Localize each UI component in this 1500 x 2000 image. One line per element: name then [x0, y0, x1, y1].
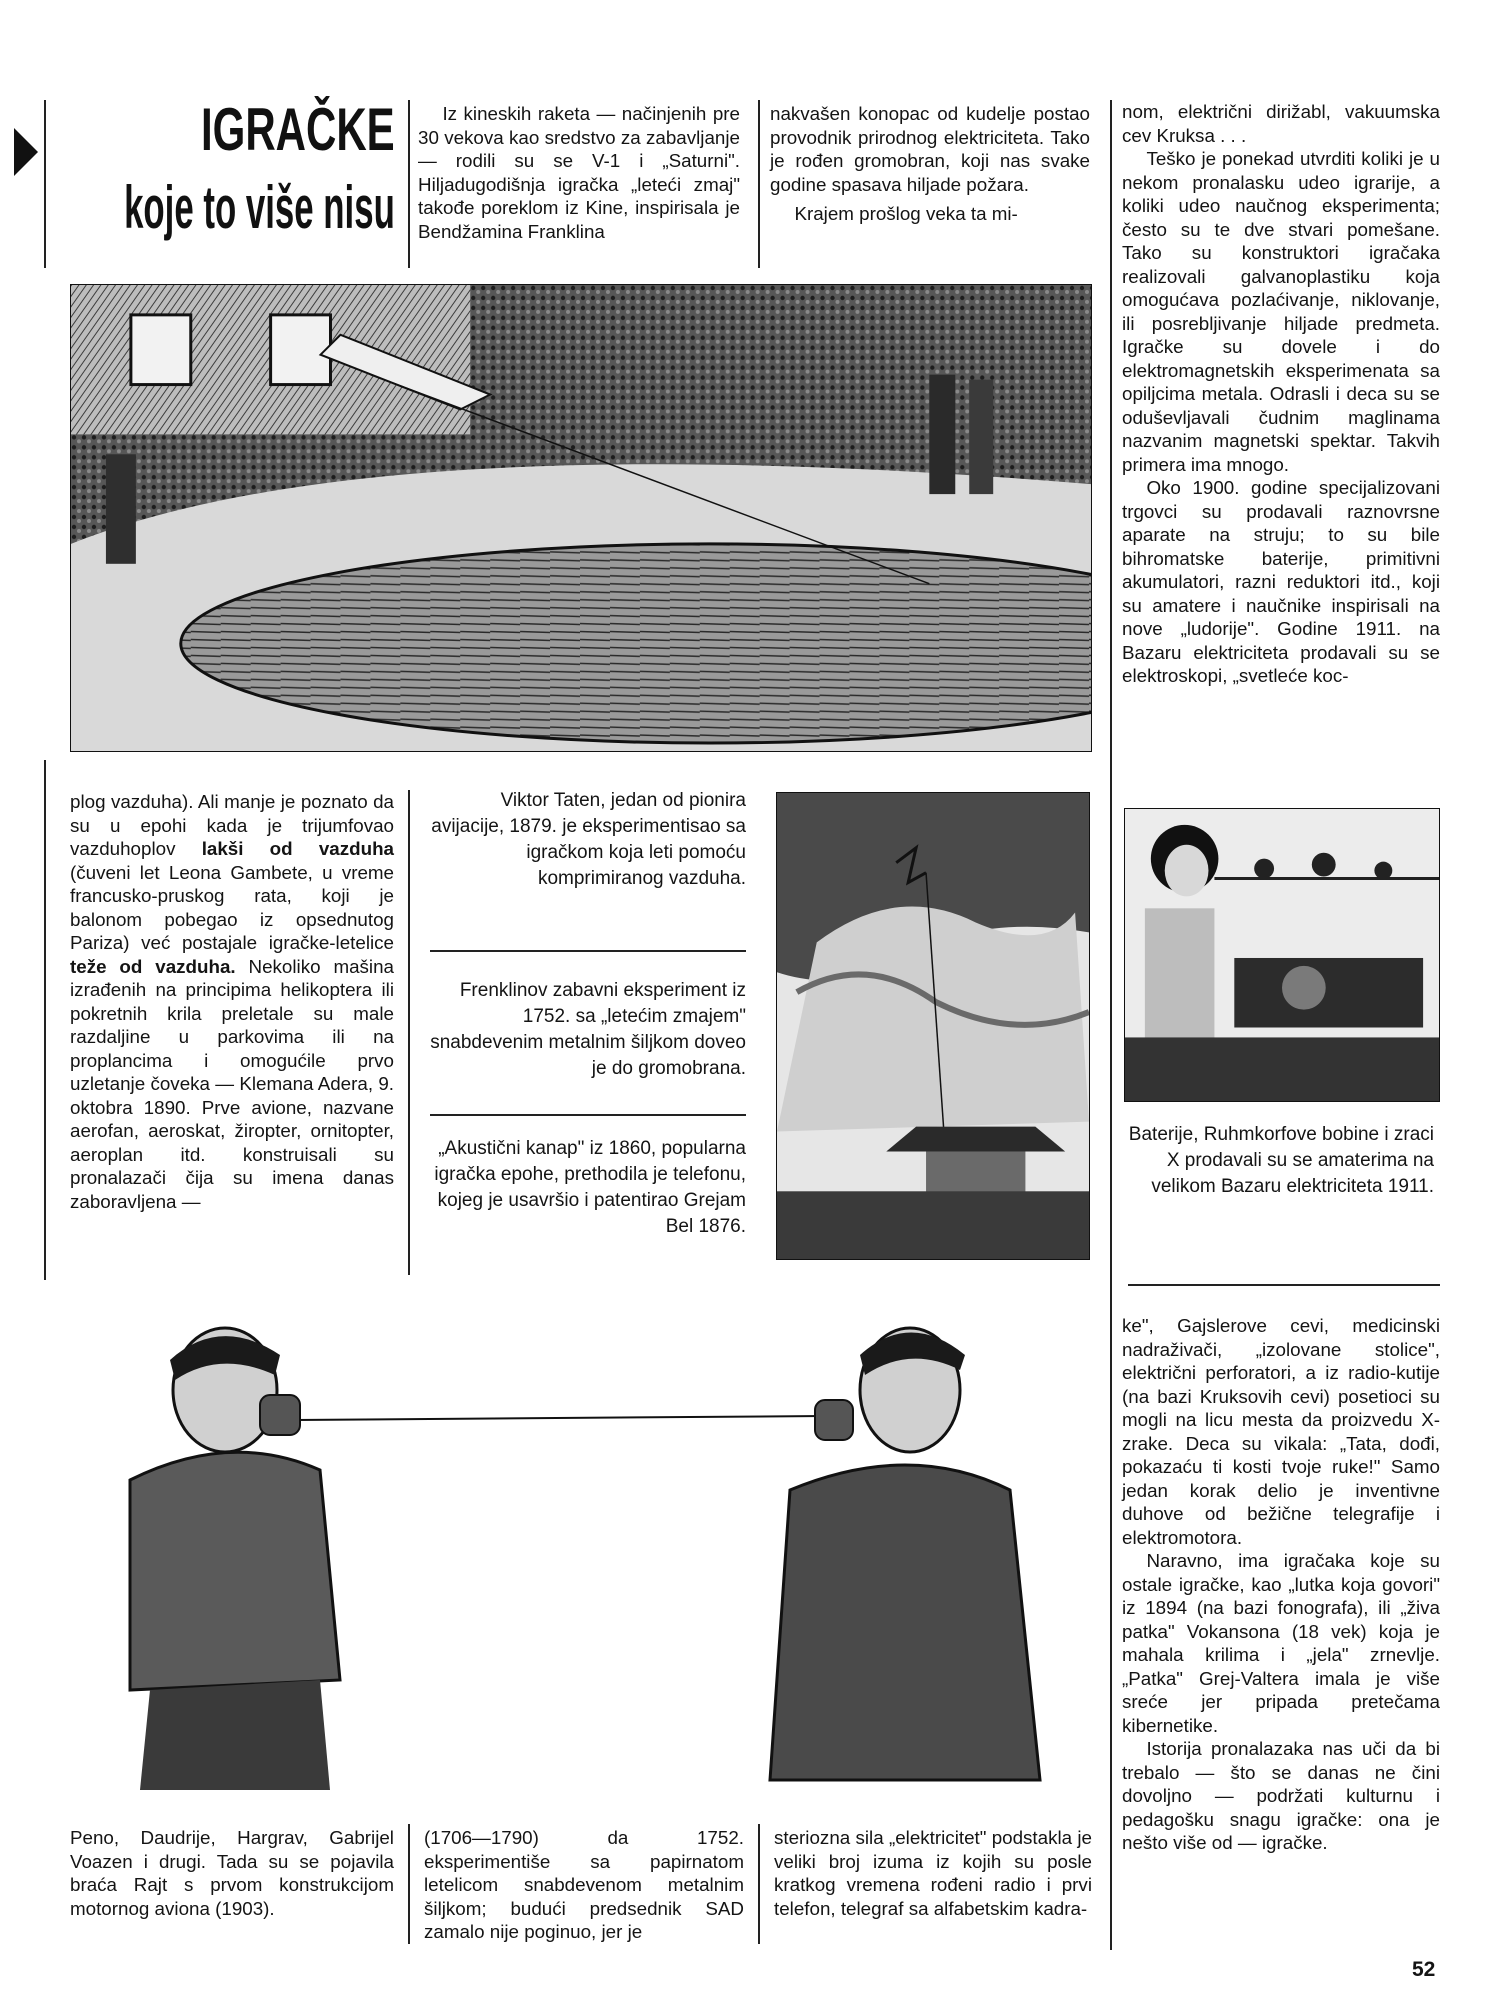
section-marker-arrow [14, 128, 38, 176]
right-lower-paragraph-1: ke", Gajslerove cevi, medicinski nadraživači, „izolovane stolice", električni perforatori, a iz radio-kutije (na bazi Kruksovih cevi) posetioci su mogli na licu mesta da proizvedu X-zrake. Deca su vikala: „Tata, dođi, pokazaću ti kosti tvoje ruke!" Samo jedan korak delio je inventivne duhove od bežične telegrafije i elektromotora. [1122, 1315, 1440, 1548]
column-rule [408, 1824, 410, 1944]
title-line-1: IGRAČKE [201, 96, 395, 163]
engraving-acoustic-rope [90, 1320, 1100, 1790]
text-run: plog vazduha). Ali manje je poznato da su u epohi kada je trijumfovao vazduhoplov [70, 791, 394, 859]
bold-text-run: lakši od vazduha [201, 838, 394, 859]
caption-franklin: Frenklinov zabavni eksperiment iz 1752. sa „letećim zmajem" snabdevenim metalnim šiljkom doveo je do gromobrana. [430, 980, 746, 1079]
caption-taten: Viktor Taten, jedan od pionira avijacije, 1879. je eksperimentisao sa igračkom koja leti pomoću komprimiranog vazduha. [431, 790, 746, 889]
caption-divider [1128, 1284, 1440, 1286]
kite-paragraph-2: Krajem prošlog veka ta mi- [794, 203, 1018, 224]
engraving-flying-toy-park [70, 284, 1092, 752]
right-paragraph-3: Oko 1900. godine specijalizovani trgovci su prodavali raznovrsne aparate na struju; to su bile bihromatske baterije, primitivni akumulatori, razni reduktori itd., koji su amatere i naučnike inspirisali na nove „ludorije". Godine 1911. na Bazaru elektriciteta prodavali su se elektroskopi, „svetleće koc- [1122, 477, 1440, 686]
caption-divider [430, 950, 746, 952]
column-rule [44, 100, 46, 268]
bold-text-run: teže od vazduha. [70, 955, 236, 977]
right-column-upper [1122, 100, 1440, 688]
right-paragraph-1: nom, električni dirižabl, vakuumska cev Kruksa . . . [1122, 101, 1440, 146]
title-line-2: koje to više nisu [124, 174, 395, 241]
column-rule [408, 790, 410, 1275]
caption-bazar: Baterije, Ruhmkorfove bobine i zraci X prodavali su se amaterima na velikom Bazaru elektriciteta 1911. [1128, 1124, 1434, 1197]
text-run: Nekoliko mašina izrađenih na principima helikoptera ili pokretnih krila preletale su male razdaljine u parkovima ili na proplancima i omogućile prvo uzletanje čoveka — Klemana Adera, 9. oktobra 1890. Prve avione, nazvane aerofan, aeroskat, žiropter, ornitopter, aeroplan itd. konstruisali su pronalazači čija su imena danas zaboravljena — [70, 955, 394, 1212]
text-run: (čuveni let Leona Gambete, u vreme francusko-pruskog rata, koji je balonom pobegao iz opsednutog Pariza) već postajale igračke-letelice [70, 861, 394, 953]
column-rule [408, 100, 410, 268]
photo-electricity-bazaar [1124, 808, 1440, 1102]
kite-paragraph: nakvašen konopac od kudelje postao provodnik prirodnog elektriciteta. Tako je rođen gromobran, koji nas svake godine spasava hiljade požara. [770, 103, 1090, 195]
bottom-column-3: steriozna sila „elektricitet" podstakla je veliki broj izuma iz kojih su posle kratkog vremena rođeni radio i prvi telefon, telegraf sa alfabetskim kadra- [774, 1827, 1092, 1919]
page-number: 52 [1412, 1958, 1436, 1981]
kite-column [770, 102, 1090, 226]
intro-column: Iz kineskih raketa — načinjenih pre 30 vekova kao sredstvo za zabavljanje — rodili su se V-1 i „Saturni". Hiljadugodišnja igračka „leteći zmaj" takođe poreklom iz Kine, inspirisala je Bendžamina Franklina [418, 103, 740, 242]
column-rule [1110, 100, 1112, 1950]
column-rule [758, 100, 760, 268]
column-rule [44, 760, 46, 1280]
engraving-franklin-kite [776, 792, 1090, 1260]
right-lower-paragraph-3: Istorija pronalazaka nas uči da bi trebalo — što se danas ne čini dovoljno — podržati kulturnu i pedagošku snagu igračke: ona je nešto više od — igračke. [1122, 1738, 1440, 1853]
bottom-column-2: (1706—1790) da 1752. eksperimentiše sa papirnatom letelicom snabdevenom metalnim šiljkom; budući predsednik SAD zamalo nije poginuo, jer je [424, 1827, 744, 1942]
right-paragraph-2: Teško je ponekad utvrditi koliki je u nekom pronalasku udeo igrarije, a koliki udeo naučnog eksperimenta; često su te dve stvari pomešane. Tako su konstruktori igračaka realizovali galvanoplastiku koja omogućava pozlaćivanje, niklovanje, ili posrebljivanje hiljade predmeta. Igračke su dovele i do elektromagnetskih eksperimenata sa opiljcima metala. Odrasli i deca su se oduševljavali čudnim maglinama nazvanim magnetski spektar. Takvih primera ima mnogo. [1122, 148, 1440, 475]
column-rule [758, 1824, 760, 1944]
caption-kanap: „Akustični kanap" iz 1860, popularna igračka epohe, prethodila je telefonu, kojeg je usavršio i patentirao Grejam Bel 1876. [434, 1138, 746, 1237]
bottom-column-1: Peno, Daudrije, Hargrav, Gabrijel Voazen i drugi. Tada su se pojavila braća Rajt s prvom konstrukcijom motornog aviona (1903). [70, 1827, 394, 1919]
caption-divider [430, 1114, 746, 1116]
middle-left-column [70, 790, 394, 1213]
right-column-lower [1122, 1314, 1440, 1855]
right-lower-paragraph-2: Naravno, ima igračaka koje su ostale igračke, kao „lutka koja govori" iz 1894 (na bazi fonografa), ili „živa patka" Vokansona (18 vek) koja je mahala krilima i „jela" zrnevlje. „Patka" Grej-Valtera imala je više sreće jer pripada pretečama kibernetike. [1122, 1550, 1440, 1736]
